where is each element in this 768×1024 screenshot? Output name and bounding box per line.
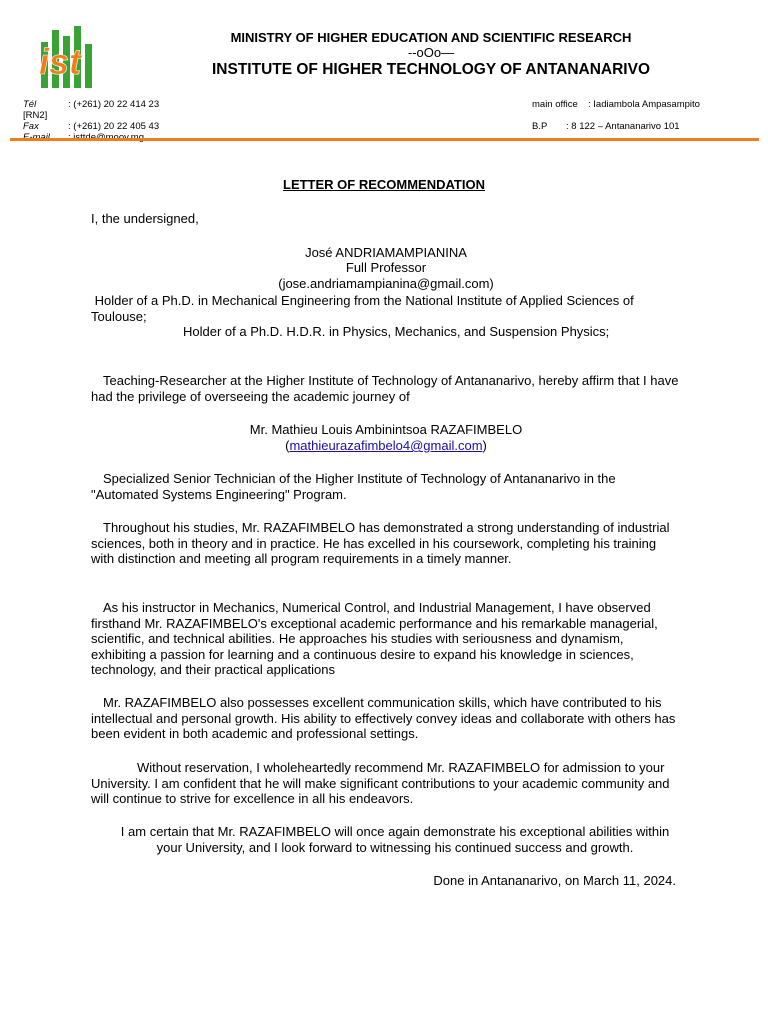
qualification-1: Holder of a Ph.D. in Mechanical Engineering from the National Institute of Applied Sciences of Toulouse; — [91, 293, 638, 324]
signer-title: Full Professor — [345, 260, 427, 275]
main-office-value: : Iadiambola Ampasampito — [588, 99, 700, 110]
signer-email: (jose.andriamampianina@gmail.com) — [278, 276, 494, 291]
fax-label: Fax — [23, 121, 39, 132]
reservation-paragraph: Without reservation, I wholeheartedly recommend Mr. RAZAFIMBELO for admission to your University. I am confident that he will make significant contributions to your academic community and will continue to strive for excellence in all his endeavors. — [91, 760, 670, 806]
rn2-text: [RN2] — [23, 110, 48, 121]
student-email-line: (mathieurazafimbelo4@gmail.com) — [285, 438, 487, 453]
communication-paragraph: Mr. RAZAFIMBELO also possesses excellent communication skills, which have contributed to his intellectual and personal growth. His ability to effectively convey ideas and collaborate with others has been evident in both academic and professional settings. — [91, 695, 676, 741]
header-divider — [10, 138, 759, 141]
intro-text: I, the undersigned, — [91, 211, 199, 226]
bp-value: : 8 122 – Antananarivo 101 — [566, 121, 680, 132]
instructor-paragraph: As his instructor in Mechanics, Numerical Control, and Industrial Management, I have observed firsthand Mr. RAZAFIMBELO's exceptional academic performance and his remarkable managerial, scientific, and technical abilities. He approaches his studies with seriousness and dynamism, exhibiting a passion for learning and a continuous desire to expand his knowledge in sciences, technology, and their practical applications — [91, 600, 658, 677]
logo-lettering: ist — [39, 41, 82, 82]
studies-paragraph: Throughout his studies, Mr. RAZAFIMBELO has demonstrated a strong understanding of industrial sciences, both in theory and in practice. He has excelled in his coursework, completing his training with distinction and meeting all program requirements in a timely manner. — [91, 520, 670, 566]
letter-title: LETTER OF RECOMMENDATION — [283, 177, 485, 192]
student-email-link[interactable]: mathieurazafimbelo4@gmail.com — [289, 438, 483, 453]
affirm-paragraph: Teaching-Researcher at the Higher Institute of Technology of Antananarivo, hereby affirm that I have had the privilege of overseeing the academic journey of — [91, 373, 679, 404]
closing-line: Done in Antananarivo, on March 11, 2024. — [433, 873, 676, 888]
certain-paragraph: I am certain that Mr. RAZAFIMBELO will once again demonstrate his exceptional abilities within your University, and I look forward to witnessing his continued success and growth. — [120, 824, 670, 855]
student-name: Mr. Mathieu Louis Ambinintsoa RAZAFIMBELO — [249, 422, 523, 437]
institute-heading: INSTITUTE OF HIGHER TECHNOLOGY OF ANTANANARIVO — [211, 61, 651, 78]
qualification-2: Holder of a Ph.D. H.D.R. in Physics, Mechanics, and Suspension Physics; — [183, 324, 610, 339]
main-office-label: main office — [532, 99, 578, 110]
tel-value: : (+261) 20 22 414 23 — [68, 99, 160, 110]
header-separator: --oOo— — [407, 45, 455, 60]
institute-logo — [38, 24, 94, 92]
fax-value: : (+261) 20 22 405 43 — [68, 121, 160, 132]
bp-label: B.P — [532, 121, 548, 132]
signer-name: José ANDRIAMAMPIANINA — [305, 245, 467, 260]
tel-label: Tél — [23, 99, 37, 110]
specialized-paragraph: Specialized Senior Technician of the Higher Institute of Technology of Antananarivo in the "Automated Systems Engineering" Program. — [91, 471, 616, 502]
ministry-heading: MINISTRY OF HIGHER EDUCATION AND SCIENTIFIC RESEARCH — [230, 30, 632, 45]
